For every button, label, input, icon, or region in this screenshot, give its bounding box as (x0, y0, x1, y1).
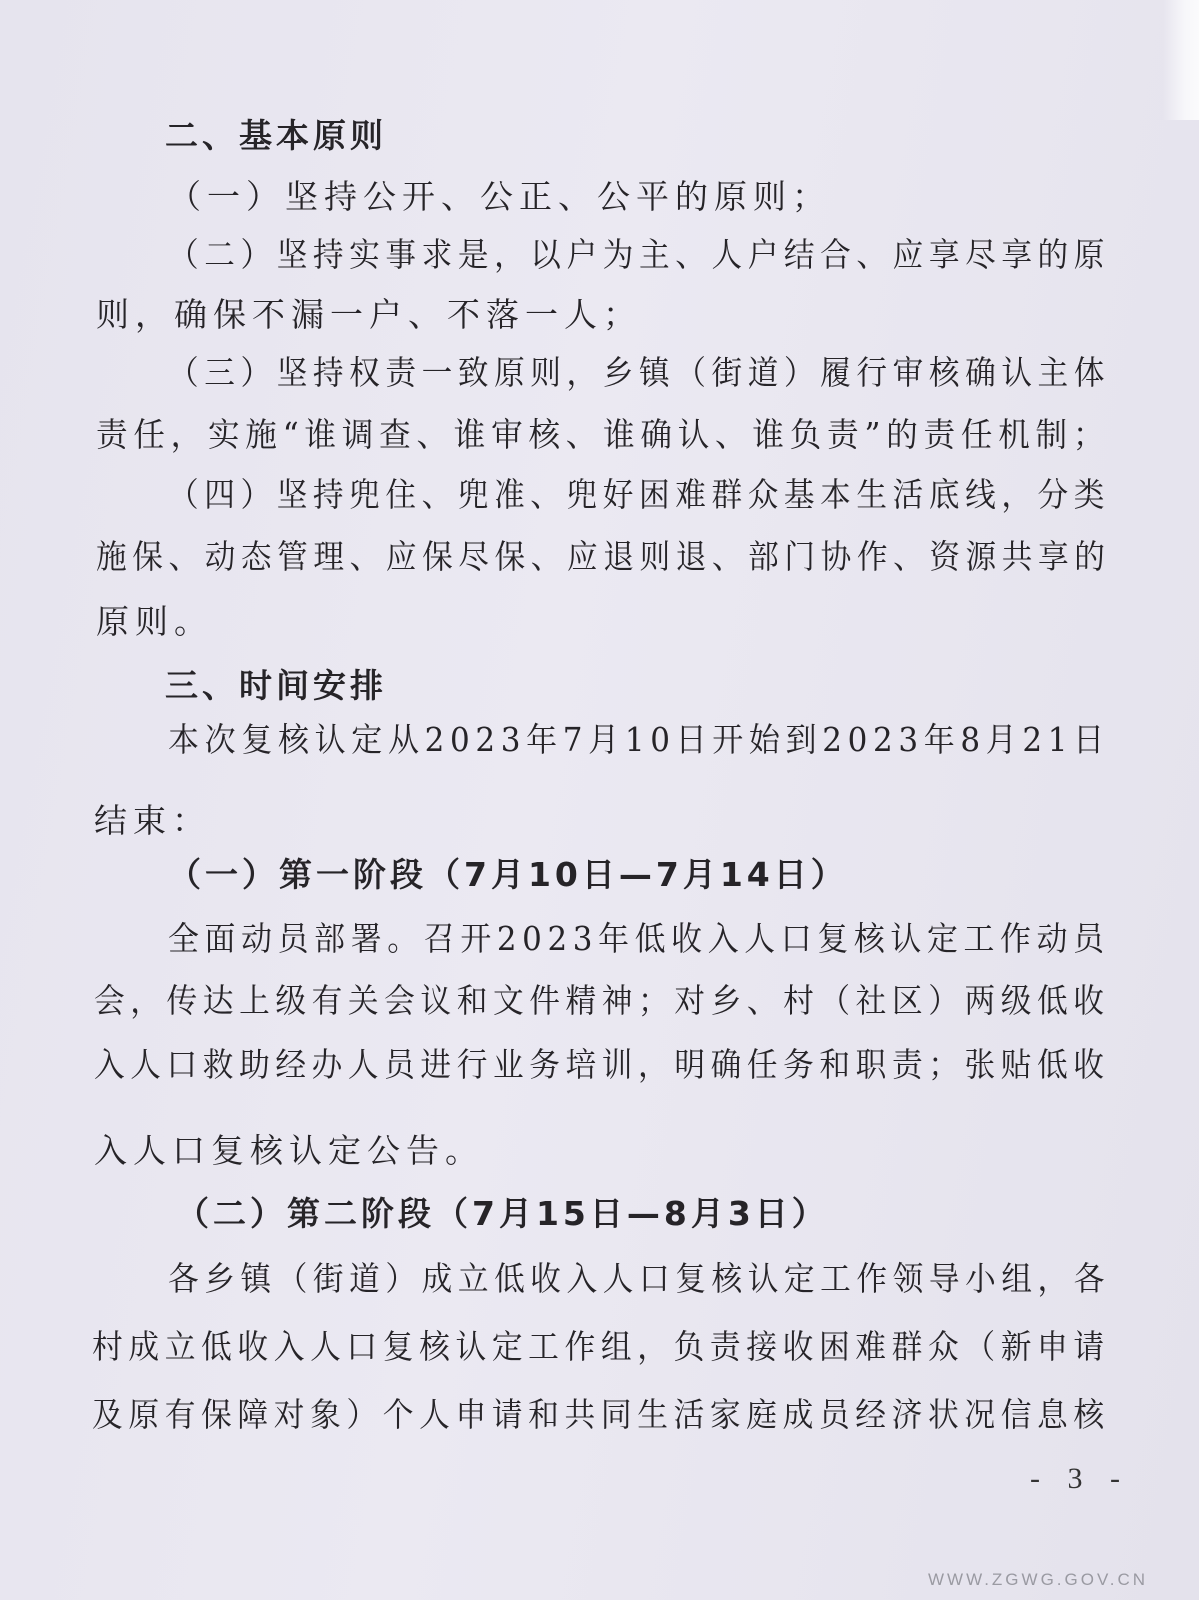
paragraph-line: 本次复核认定从2023年7月10日开始到2023年8月21日 (168, 720, 1110, 759)
paragraph-line: （三）坚持权责一致原则，乡镇（街道）履行审核确认主体 (168, 353, 1111, 392)
paragraph-line: 入人口救助经办人员进行业务培训，明确任务和职责；张贴低收 (94, 1045, 1110, 1084)
paragraph-line: （四）坚持兜住、兜准、兜好困难群众基本生活底线，分类 (168, 475, 1111, 514)
section-heading-principles: 二、基本原则 (165, 116, 387, 155)
page-edge-shadow (1163, 0, 1199, 120)
paragraph-line: 结束： (94, 801, 211, 840)
paragraph-line: 村成立低收入人口复核认定工作组，负责接收困难群众（新申请 (92, 1327, 1110, 1366)
paragraph-line: 入人口复核认定公告。 (94, 1131, 484, 1170)
paragraph-line: 则，确保不漏一户、不落一人； (96, 295, 642, 334)
paragraph-line: （二）坚持实事求是，以户为主、人户结合、应享尽享的原 (168, 235, 1111, 274)
paragraph-line: 施保、动态管理、应保尽保、应退则退、部门协作、资源共享的 (96, 537, 1111, 576)
section-heading-schedule: 三、时间安排 (165, 666, 387, 705)
paragraph-line: 原则。 (96, 602, 213, 641)
stage-heading-first: （一）第一阶段（7月10日—7月14日） (168, 855, 848, 894)
paragraph-line: 及原有保障对象）个人申请和共同生活家庭成员经济状况信息核 (92, 1395, 1110, 1434)
paragraph-line: 责任，实施“谁调查、谁审核、谁确认、谁负责”的责任机制； (96, 415, 1111, 454)
paragraph-line: 会，传达上级有关会议和文件精神；对乡、村（社区）两级低收 (94, 981, 1110, 1020)
paragraph-line: （一）坚持公开、公正、公平的原则； (168, 177, 831, 216)
site-watermark: WWW.ZGWG.GOV.CN (928, 1570, 1149, 1589)
paragraph-line: 各乡镇（街道）成立低收入人口复核认定工作领导小组，各 (168, 1259, 1111, 1298)
stage-heading-second: （二）第二阶段（7月15日—8月3日） (176, 1194, 829, 1233)
paragraph-line: 全面动员部署。召开2023年低收入人口复核认定工作动员 (168, 919, 1110, 958)
page-number: - 3 - (1030, 1462, 1130, 1495)
